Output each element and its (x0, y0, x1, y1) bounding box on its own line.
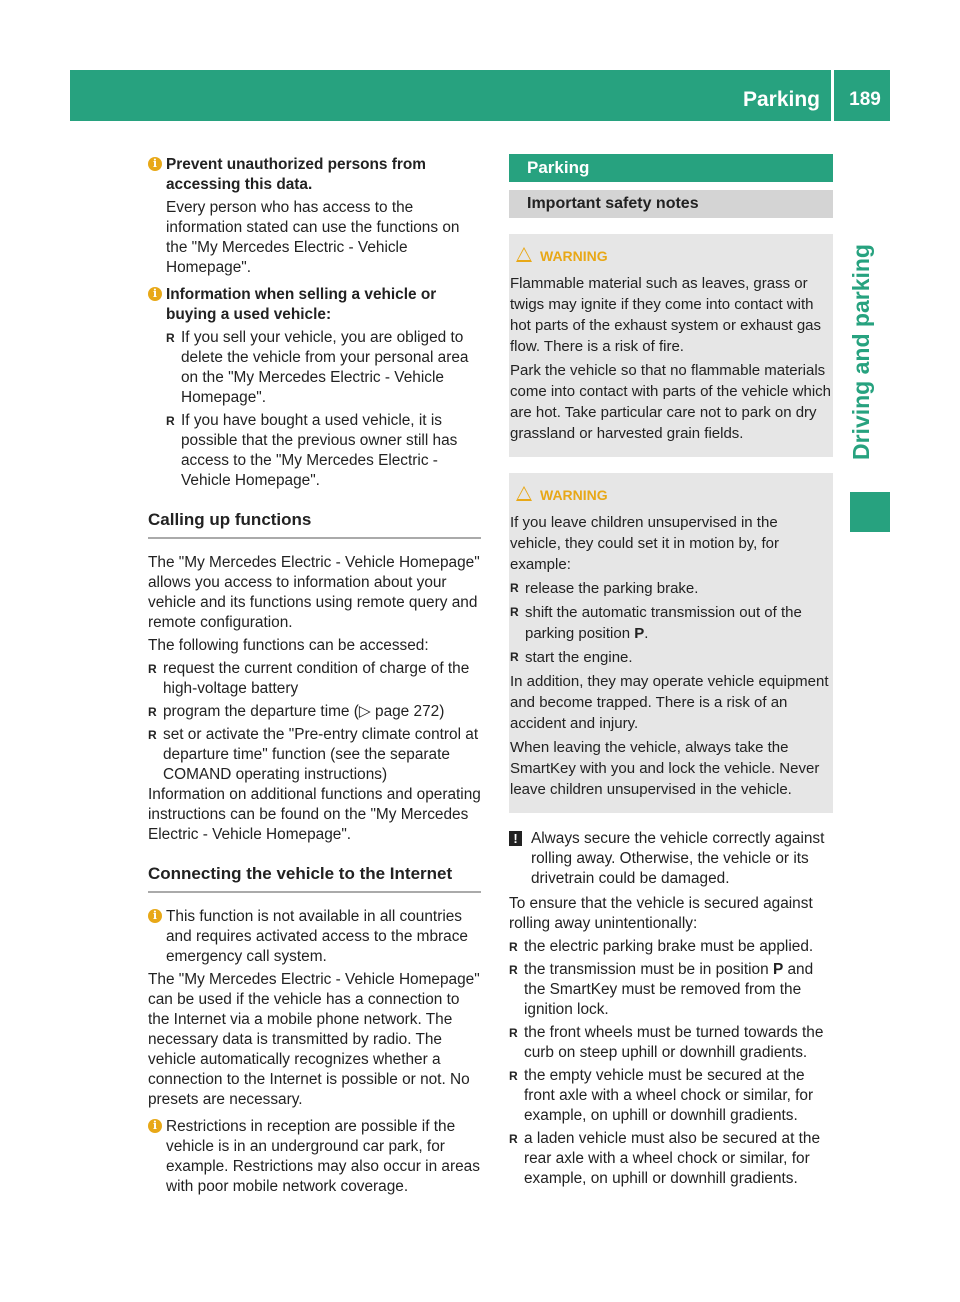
info-icon: i (148, 909, 162, 923)
paragraph: The "My Mercedes Electric - Vehicle Homepage" can be used if the vehicle has a connection to the Internet via a mobile phone network. The necessary data is transmitted by radio. The vehicle automatically recognizes whether a connection to the Internet is possible or not. No presets are necessary. (148, 971, 480, 1108)
warning-title (510, 246, 831, 267)
list-item: R the front wheels must be turned towards the curb on steep uphill or downhill gradients. (509, 1023, 833, 1063)
info-icon: i (148, 1119, 162, 1133)
chapter-tab-label: Driving and parking (848, 244, 874, 460)
list-item: R release the parking brake. (510, 578, 831, 599)
paragraph: The following functions can be accessed: (148, 637, 429, 654)
info-note-title: Prevent unauthorized persons from accessing this data. (166, 156, 426, 193)
warning-box-fire (509, 234, 833, 457)
warning-text: If you leave children unsupervised in the vehicle, they could set it in motion by, for example: (510, 514, 780, 573)
section-bar-parking: Parking (509, 154, 833, 182)
info-icon: i (148, 157, 162, 171)
notice-note (509, 829, 833, 889)
warning-triangle-icon (516, 486, 532, 501)
list-item: R request the current condition of charge of the high-voltage battery (148, 659, 481, 699)
list-item: R a laden vehicle must also be secured at the rear axle with a wheel chock or similar, for example, on uphill or downhill gradients. (509, 1129, 833, 1189)
paragraph: To ensure that the vehicle is secured against rolling away unintentionally: (509, 895, 813, 932)
notice-text: Always secure the vehicle correctly against rolling away. Otherwise, the vehicle or its drivetrain could be damaged. (531, 830, 825, 887)
exclamation-icon: ! (509, 831, 522, 846)
list-item: R start the engine. (510, 647, 831, 668)
list-item: R shift the automatic transmission out of the parking position P. (510, 602, 831, 644)
info-note-selling (148, 285, 481, 325)
right-column (509, 154, 833, 1189)
warning-triangle-icon (516, 247, 532, 262)
header-section-title: Parking (742, 88, 820, 111)
info-note-body: Every person who has access to the information stated can use the functions on the "My Mercedes Electric - Vehicle Homepage". (166, 199, 460, 276)
list-item: R If you have bought a used vehicle, it is possible that the previous owner still has access to the "My Mercedes Electric - Vehicle Homepage". (166, 411, 481, 491)
list-item: R set or activate the "Pre-entry climate control at departure time" function (see the separate COMAND operating instructions) (148, 725, 481, 785)
list-item: R If you sell your vehicle, you are obliged to delete the vehicle from your personal area on the "My Mercedes Electric - Vehicle Homepage". (166, 328, 481, 408)
page-number: 189 (849, 89, 881, 110)
info-note-text: This function is not available in all countries and requires activated access to the mbrace emergency call system. (166, 908, 468, 965)
warning-text: Flammable material such as leaves, grass or twigs may ignite if they come into contact with hot parts of the exhaust system or exhaust gas flow. There is a risk of fire. (510, 275, 822, 355)
warning-label: WARNING (540, 248, 608, 264)
warning-title (510, 485, 831, 506)
list-item: R program the departure time (▷ page 272) (148, 702, 481, 722)
warning-text: In addition, they may operate vehicle equipment and become trapped. There is a risk of an accident and injury. (510, 673, 829, 732)
chapter-tab-marker (850, 492, 890, 532)
warning-text: Park the vehicle so that no flammable materials come into contact with parts of the vehicle which are hot. Take particular care not to park on dry grassland or harvested grain fields. (510, 362, 831, 442)
paragraph: The "My Mercedes Electric - Vehicle Homepage" allows you access to information about your vehicle and its functions using remote query and remote configuration. (148, 554, 480, 631)
info-note-privacy (148, 155, 481, 195)
list-item: R the electric parking brake must be applied. (509, 937, 833, 957)
info-note-reception (148, 1117, 481, 1197)
info-note-availability (148, 907, 481, 967)
warning-label: WARNING (540, 487, 608, 503)
header-divider (831, 70, 834, 121)
warning-text: When leaving the vehicle, always take the SmartKey with you and lock the vehicle. Never leave children unsupervised in the vehicle. (510, 739, 820, 798)
list-item: R the empty vehicle must be secured at the front axle with a wheel chock or similar, for example, on uphill or downhill gradients. (509, 1066, 833, 1126)
section-heading-calling: Calling up functions (148, 509, 481, 539)
info-note-text: Restrictions in reception are possible if the vehicle is in an underground car park, for example. Restrictions may also occur in areas with poor mobile network coverage. (166, 1118, 480, 1195)
left-column (148, 155, 481, 1197)
list-item: R the transmission must be in position P and the SmartKey must be removed from the ignition lock. (509, 960, 833, 1020)
info-icon: i (148, 287, 162, 301)
warning-box-children (509, 473, 833, 813)
section-heading-connecting: Connecting the vehicle to the Internet (148, 863, 481, 893)
paragraph: Information on additional functions and operating instructions can be found on the "My Mercedes Electric - Vehicle Homepage". (148, 786, 481, 843)
subsection-heading: Important safety notes (509, 190, 833, 218)
info-note-title: Information when selling a vehicle or buying a used vehicle: (166, 286, 437, 323)
